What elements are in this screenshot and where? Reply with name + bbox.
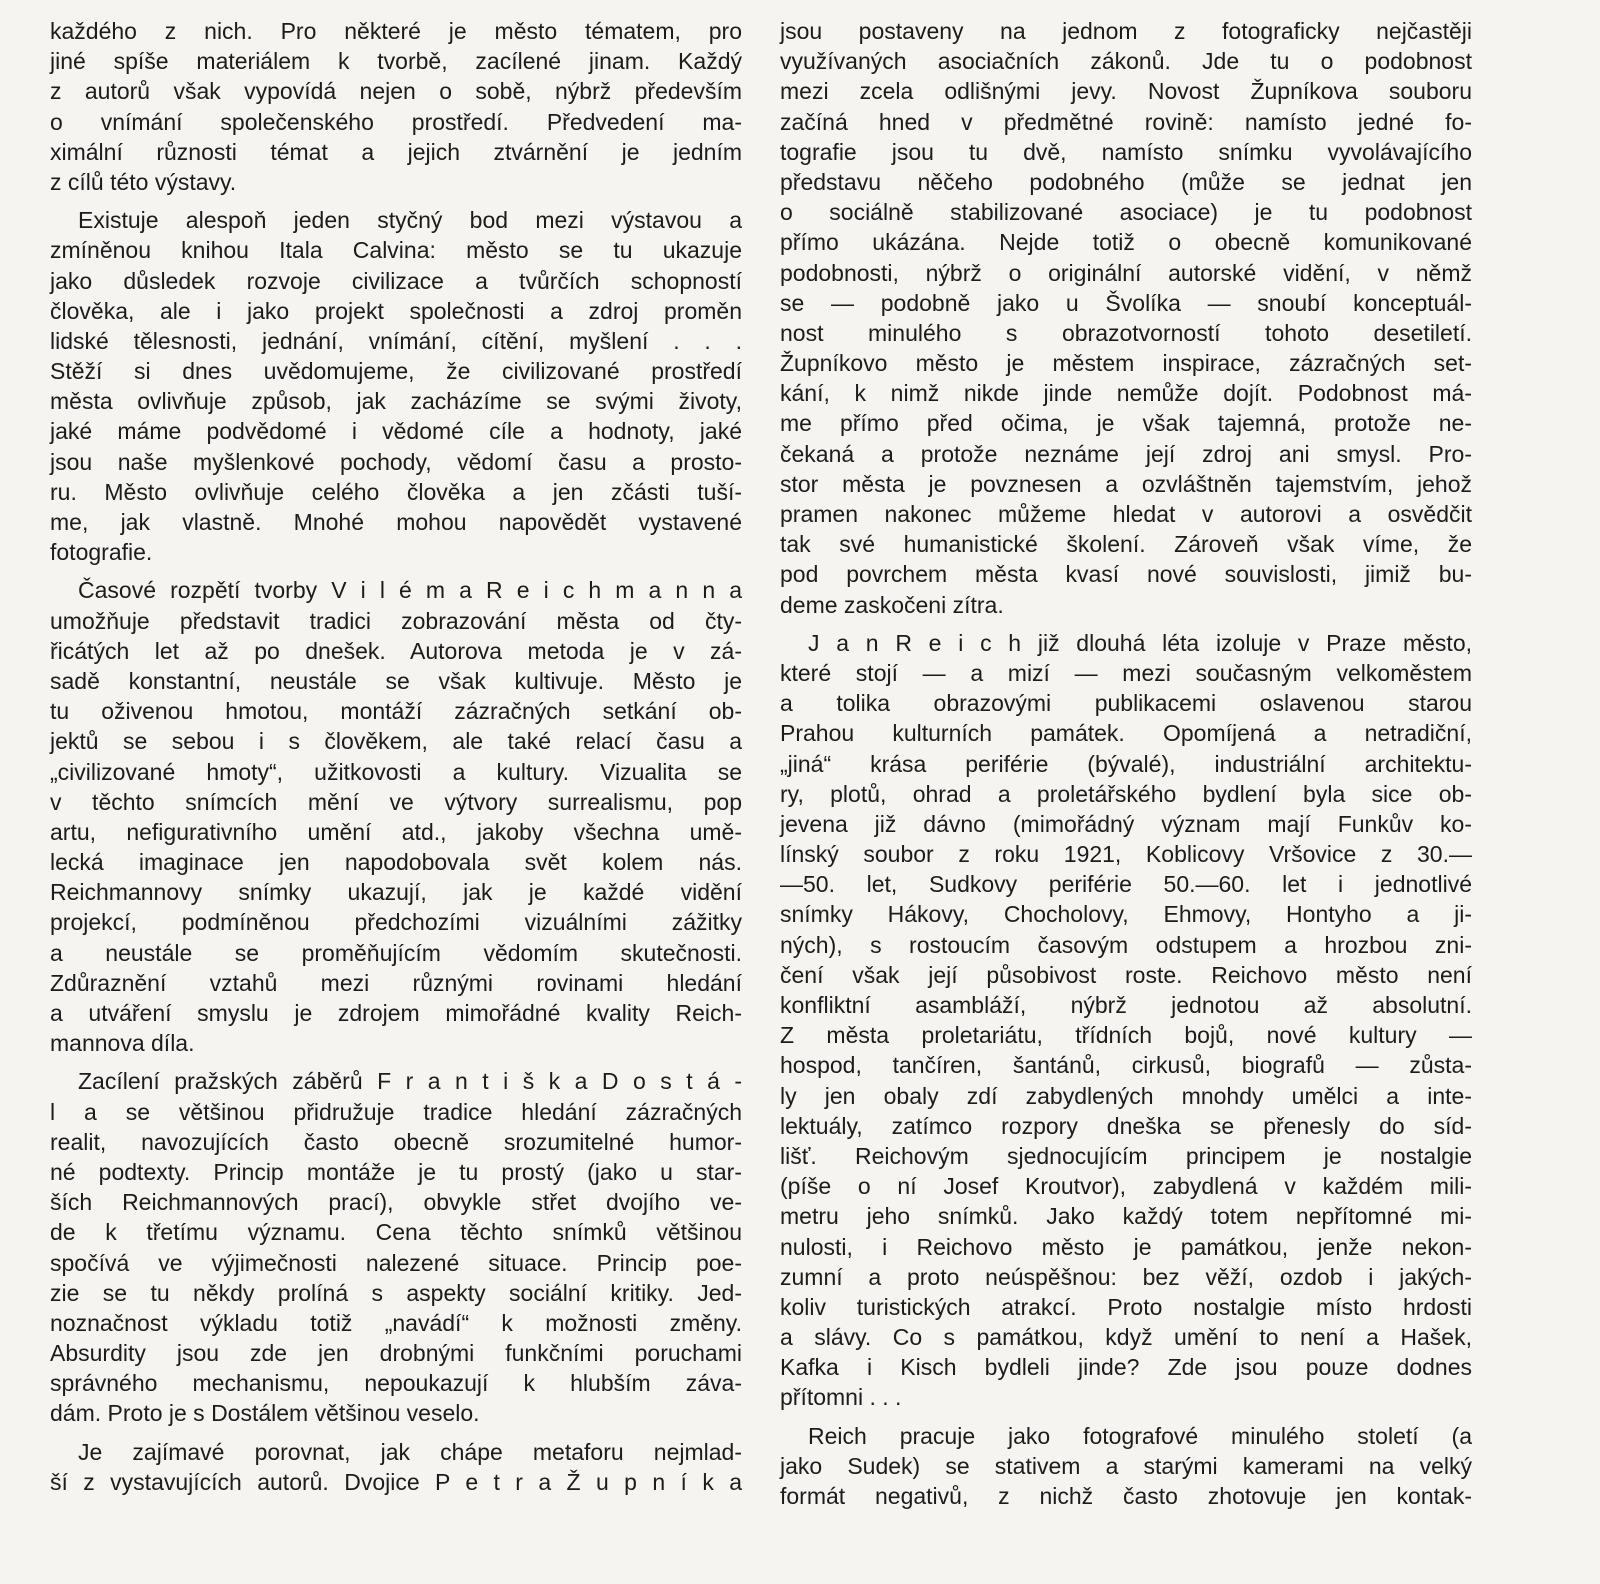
- text-line: pramen nakonec můžeme hledat v autorovi a osvědčit: [780, 501, 1472, 527]
- text-line: a neustále se proměňujícím vědomím skutečnosti.: [50, 939, 742, 966]
- text-line: představu něčeho podobného (může se jednat jen: [780, 168, 1472, 195]
- text-line: jiné spíše materiálem k tvorbě, zacílené jinam. Každý: [50, 48, 742, 75]
- paragraph: [780, 628, 1472, 1413]
- text-line: čekaná a protože neznáme její zdroj ani smysl. Pro-: [780, 440, 1472, 467]
- text-line: v těchto snímcích mění ve výtvory surrealismu, pop: [50, 788, 742, 815]
- text-line: me přímo před očima, je však tajemná, protože ne-: [780, 410, 1472, 437]
- text-line: Z města proletariátu, třídních bojů, nové kultury —: [780, 1022, 1472, 1049]
- text-line: realit, navozujících často obecně srozumitelné humor-: [50, 1128, 742, 1155]
- text-line: noznačnost výkladu totiž „navádí“ k možnosti změny.: [50, 1309, 742, 1336]
- text-line: Reichmannovy snímky ukazují, jak je každé vidění: [50, 879, 742, 906]
- text-line: se — podobně jako u Švolíka — snoubí konceptuál-: [780, 289, 1472, 316]
- paragraph: [780, 16, 1472, 620]
- text-line: jaké máme podvědomé i vědomé cíle a hodnoty, jaké: [50, 418, 742, 445]
- text-line: a utváření smyslu je zdrojem mimořádné kvality Reich-: [50, 1000, 742, 1026]
- text-line: pod povrchem města kvasí nové souvislosti, jimiž bu-: [780, 561, 1472, 588]
- text-line: hospod, tančíren, šantánů, cirkusů, biografů — zůsta-: [780, 1052, 1472, 1079]
- text-line: mezi zcela odlišnými jevy. Novost Župníkova souboru: [780, 78, 1472, 105]
- text-line: Reich pracuje jako fotografové minulého století (a: [808, 1422, 1472, 1449]
- text-line: lišť. Reichovým sjednocujícím principem je nostalgie: [780, 1142, 1472, 1169]
- text-line: snímky Hákovy, Chocholovy, Ehmovy, Hontyho a ji-: [780, 901, 1472, 928]
- text-line: o vnímání společenského prostředí. Předvedení ma-: [50, 108, 742, 135]
- text-line: čení však její působivost roste. Reichovo město není: [780, 961, 1472, 988]
- paragraph: [780, 1421, 1472, 1512]
- text-line: me, jak vlastně. Mnohé mohou napovědět vystavené: [50, 509, 742, 535]
- text-line: tografie jsou tu dvě, namísto snímku vyvolávajícího: [780, 138, 1472, 165]
- text-line: a slávy. Co s památkou, když umění to není a Hašek,: [780, 1324, 1472, 1351]
- text-line: deme zaskočeni zítra.: [780, 591, 1004, 618]
- text-line: stor města je povznesen a ozvláštněn tajemstvím, jehož: [780, 470, 1472, 497]
- text-line: zie se tu někdy prolíná s aspekty sociální kritiky. Jed-: [50, 1279, 742, 1306]
- text-line: formát negativů, z nichž často zhotovuje jen kontak-: [780, 1483, 1472, 1509]
- text-line: města ovlivňuje způsob, jak zacházíme se svými životy,: [50, 388, 742, 415]
- text-line: ší z vystavujících autorů. Dvojice P e t r a Ž u p n í k a: [50, 1468, 742, 1495]
- text-line: ximální různosti témat a jejich ztvárnění je jedním: [50, 138, 742, 165]
- paragraph: [50, 1437, 742, 1497]
- text-line: jektů se sebou i s člověkem, ale také relací času a: [50, 728, 742, 755]
- text-line: řicátých let až po dnešek. Autorova metoda je v zá-: [50, 637, 742, 664]
- text-line: z autorů však vypovídá nejen o sobě, nýbrž především: [50, 78, 742, 105]
- text-line: spočívá ve výjimečnosti nalezené situace. Princip poe-: [50, 1249, 742, 1276]
- text-line: podobnosti, nýbrž o originální autorské vidění, v němž: [780, 259, 1472, 286]
- text-line: J a n R e i c h již dlouhá léta izoluje v Praze město,: [808, 629, 1472, 656]
- text-line: konfliktní asambláží, nýbrž jednotou až absolutní.: [780, 992, 1472, 1018]
- text-line: Prahou kulturních památek. Opomíjená a netradiční,: [780, 720, 1472, 747]
- text-line: ších Reichmannových prací), obvykle střet dvojího ve-: [50, 1189, 742, 1216]
- text-line: nulosti, i Reichovo město je památkou, jenže nekon-: [780, 1233, 1472, 1260]
- text-line: Župníkovo město je městem inspirace, zázračných set-: [780, 350, 1472, 377]
- text-line: přímo ukázána. Nejde totiž o obecně komunikované: [780, 229, 1472, 256]
- text-line: jako Sudek) se stativem a starými kamerami na velký: [780, 1452, 1472, 1479]
- text-line: a tolika obrazovými publikacemi oslavenou starou: [780, 690, 1472, 717]
- text-line: začíná hned v předmětné rovině: namísto jedné fo-: [780, 108, 1472, 135]
- text-line: metru jeho snímků. Jako každý totem nepřítomné mi-: [780, 1203, 1472, 1230]
- text-line: —50. let, Sudkovy periférie 50.—60. let i jednotlivé: [780, 871, 1472, 898]
- text-line: nost minulého s obrazotvorností tohoto desetiletí.: [780, 319, 1472, 346]
- text-line: Zdůraznění vztahů mezi různými rovinami hledání: [50, 969, 742, 996]
- text-line: lecká imaginace jen napodobovala svět kolem nás.: [50, 849, 742, 876]
- text-line: artu, nefigurativního umění atd., jakoby všechna umě-: [50, 818, 742, 845]
- text-line: lidské tělesnosti, jednání, vnímání, cítění, myšlení . . .: [50, 327, 742, 354]
- text-line: přítomni . . .: [780, 1384, 902, 1411]
- text-line: (píše o ní Josef Kroutvor), zabydlená v každém mili-: [780, 1173, 1472, 1200]
- text-line: Stěží si dnes uvědomujeme, že civilizované prostředí: [50, 358, 742, 385]
- text-line: jsou naše myšlenkové pochody, vědomí času a prosto-: [50, 448, 742, 475]
- text-line: sadě konstantní, neustále se však kultivuje. Město je: [50, 667, 742, 694]
- text-line: ru. Město ovlivňuje celého člověka a jen zčásti tuší-: [50, 478, 742, 505]
- text-line: zumní a proto neúspěšnou: bez věží, ozdob i jakých-: [780, 1263, 1472, 1290]
- paragraph: [50, 575, 742, 1058]
- text-line: né podtexty. Princip montáže je tu prostý (jako u star-: [50, 1158, 742, 1185]
- text-line: Časové rozpětí tvorby V i l é m a R e i c h m a n n a: [78, 577, 742, 604]
- text-line: lektuály, zatímco rozpory dneška se přenesly do síd-: [780, 1112, 1472, 1139]
- paragraph: [50, 205, 742, 567]
- text-line: Kafka i Kisch bydleli jinde? Zde jsou pouze dodnes: [780, 1354, 1472, 1381]
- text-line: de k třetímu významu. Cena těchto snímků většinou: [50, 1219, 742, 1246]
- text-line: l a se většinou přidružuje tradice hledání zázračných: [50, 1098, 742, 1125]
- text-line: kání, k nimž nikde jinde nemůže dojít. Podobnost má-: [780, 380, 1472, 407]
- text-line: jsou postaveny na jednom z fotograficky nejčastěji: [780, 18, 1472, 44]
- text-line: zmíněnou knihou Itala Calvina: město se tu ukazuje: [50, 237, 742, 264]
- text-line: tu oživenou hmotou, montáží zázračných setkání ob-: [50, 698, 742, 725]
- text-line: dám. Proto je s Dostálem většinou veselo.: [50, 1400, 480, 1427]
- text-line: tak své humanistické školení. Zároveň však víme, že: [780, 531, 1472, 558]
- text-line: člověka, ale i jako projekt společnosti a zdroj proměn: [50, 297, 742, 324]
- text-column-right: [780, 16, 1472, 1519]
- text-line: ly jen obaly zdí zabydlených mnohdy umělci a inte-: [780, 1082, 1472, 1109]
- text-line: o sociálně stabilizované asociace) je tu podobnost: [780, 199, 1472, 226]
- text-line: línský soubor z roku 1921, Koblicovy Vršovice z 30.—: [780, 841, 1472, 868]
- text-line: ry, plotů, ohrad a proletářského bydlení byla sice ob-: [780, 780, 1472, 807]
- text-line: Existuje alespoň jeden styčný bod mezi výstavou a: [78, 207, 742, 234]
- text-line: umožňuje představit tradici zobrazování města od čty-: [50, 607, 742, 634]
- paragraph: [50, 1066, 742, 1428]
- text-line: využívaných asociačních zákonů. Jde tu o podobnost: [780, 48, 1472, 75]
- text-line: „jiná“ krása periférie (bývalé), industriální architektu-: [780, 750, 1472, 777]
- text-line: Je zajímavé porovnat, jak chápe metaforu nejmlad-: [78, 1438, 742, 1465]
- text-line: „civilizované hmoty“, užitkovosti a kultury. Vizualita se: [50, 758, 742, 785]
- text-line: každého z nich. Pro některé je město tématem, pro: [50, 18, 742, 44]
- text-line: Absurdity jsou zde jen drobnými funkčními poruchami: [50, 1340, 742, 1367]
- text-line: Zacílení pražských záběrů F r a n t i š k a D o s t á -: [78, 1068, 742, 1095]
- text-line: projekcí, podmíněnou předchozími vizuálními zážitky: [50, 909, 742, 936]
- text-line: ných), s rostoucím časovým odstupem a hrozbou zni-: [780, 931, 1472, 958]
- text-line: mannova díla.: [50, 1030, 195, 1057]
- text-line: které stojí — a mizí — mezi současným velkoměstem: [780, 659, 1472, 686]
- paragraph: [50, 16, 742, 197]
- text-column-left: [50, 16, 742, 1505]
- text-line: jevena již dávno (mimořádný význam mají Funkův ko-: [780, 810, 1472, 837]
- text-line: z cílů této výstavy.: [50, 168, 237, 195]
- text-line: fotografie.: [50, 539, 153, 566]
- text-line: jako důsledek rozvoje civilizace a tvůrčích schopností: [50, 267, 742, 294]
- text-line: správného mechanismu, nepoukazují k hlubším záva-: [50, 1370, 742, 1397]
- text-line: koliv turistických atrakcí. Proto nostalgie místo hrdosti: [780, 1293, 1472, 1320]
